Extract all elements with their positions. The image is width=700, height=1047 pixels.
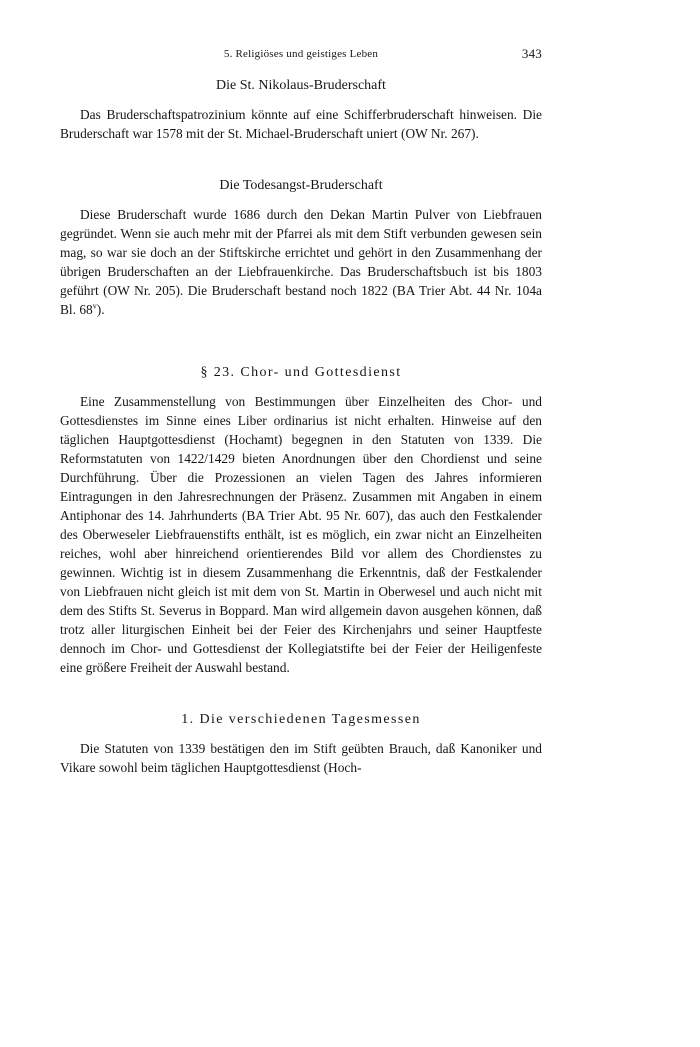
- page-content: [60, 76, 542, 777]
- section-heading-todesangst: Die Todesangst-Bruderschaft: [219, 178, 383, 193]
- running-head-title: 5. Religiöses und geistiges Leben: [223, 48, 379, 60]
- paragraph-chor: Eine Zusammenstellung von Bestimmungen über Einzelheiten des Chor- und Gottesdienstes im Sinne eines Liber ordinarius ist nicht erhalten. Hinweise auf den täglichen Hauptgottesdienst (Hochamt) begegnen in den Statuten von 1339. Die Reformstatuten von 1422/1429 bieten Anordnungen über den Chordienst und seine Durchführung. Über die Prozessionen an vielen Tagen des Jahres informieren Eintragungen in den Jahresrechnungen der Präsenz. Zusammen mit Angaben in einem Antiphonar des 14. Jahrhunderts (BA Trier Abt. 95 Nr. 607), das auch den Festkalender des Oberweseler Liebfrauenstifts enthält, ist es möglich, ein zwar nicht an Einzelheiten reiches, wohl aber hinreichend orientierendes Bild vor allem des Chordienstes zu gewinnen. Wichtig ist in diesem Zusammenhang die Erkenntnis, daß der Festkalender von Liebfrauen nicht gleich ist mit dem von St. Martin in Oberwesel und auch nicht mit dem des Stifts St. Severus in Boppard. Man wird allgemein davon ausgehen können, daß trotz aller liturgischen Einheit bei der Feier des Kirchenjahrs und seiner Hauptfeste dennoch im Chor- und Gottesdienst der Kollegiatstifte bei der Feier der Heiligenfeste eine größere Freiheit der Auswahl bestand.: [60, 394, 542, 675]
- paragraph-tagesmessen: Die Statuten von 1339 bestätigen den im Stift geübten Brauch, daß Kanoniker und Vikare sowohl beim täglichen Hauptgottesdienst (Hoch-: [60, 741, 542, 775]
- paragraph-todesangst-end: ).: [96, 302, 105, 317]
- page-number: 343: [521, 46, 542, 61]
- paragraph-nikolaus: Das Bruderschaftspatrozinium könnte auf eine Schifferbruderschaft hinweisen. Die Bruderschaft war 1578 mit der St. Michael-Bruderschaft uniert (OW Nr. 267).: [60, 107, 542, 141]
- paragraph-todesangst-text: Diese Bruderschaft wurde 1686 durch den Dekan Martin Pulver von Liebfrauen gegründet. Wenn sie auch mehr mit der Pfarrei als mit dem Stift verbunden gewesen sein mag, so war sie doch an der Stiftskirche errichtet und gehört in den Zusammenhang der übrigen Bruderschaften an der Liebfrauenkirche. Das Bruderschaftsbuch ist bis 1803 geführt (OW Nr. 205). Die Bruderschaft bestand noch 1822 (BA Trier Abt. 44 Nr. 104a Bl. 68: [60, 207, 542, 317]
- paragraph-todesangst: [60, 205, 542, 319]
- section-heading-tagesmessen: 1. Die verschiedenen Tagesmessen: [181, 712, 421, 727]
- section-heading-nikolaus: Die St. Nikolaus-Bruderschaft: [216, 78, 386, 93]
- section-heading-chor: § 23. Chor- und Gottesdienst: [200, 365, 402, 380]
- folio-verso-mark: v: [92, 301, 97, 311]
